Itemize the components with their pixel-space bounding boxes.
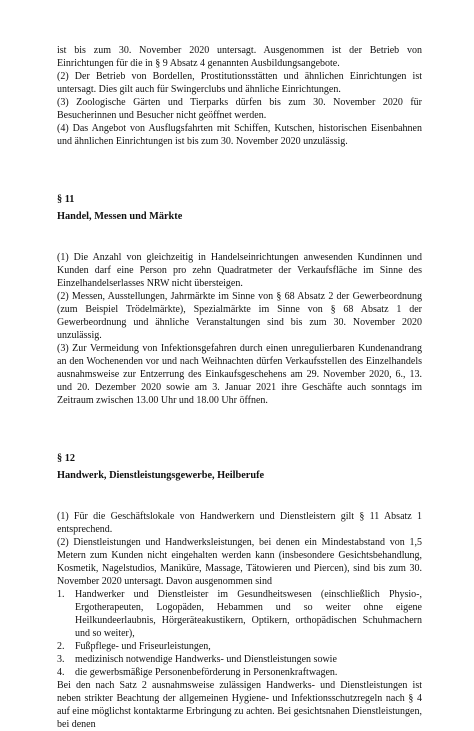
paragraph: ist bis zum 30. November 2020 untersagt. Ausgenommen ist der Betrieb von Einrichtungen für die in § 9 Absatz 4 genannten Ausbildungsangebote.: [57, 45, 422, 69]
list-item-text: Fußpflege- und Friseurleistungen,: [75, 641, 211, 652]
list-item-number: 4.: [57, 667, 65, 678]
section-number: § 12: [57, 453, 76, 464]
list-item: [57, 653, 422, 666]
list-item-number: 3.: [57, 654, 65, 665]
list-item-number: 2.: [57, 641, 65, 652]
paragraph: (1) Die Anzahl von gleichzeitig in Handelseinrichtungen anwesenden Kundinnen und Kunden darf eine Person pro zehn Quadratmeter der Verkaufsfläche im Sinne des Einzelhandelserlasses NRW nicht übersteigen.: [57, 252, 422, 289]
list-item-number: 1.: [57, 589, 65, 600]
section-number: § 11: [57, 194, 75, 205]
paragraph: (3) Zur Vermeidung von Infektionsgefahren durch einen unregulierbaren Kundenandrang an den Wochenenden vor und nach Weihnachten dürfen Verkaufsstellen des Einzelhandels ausnahmsweise zur Entzerrung des Einkaufsgeschehens am 29. November 2020, 6., 13. und 20. Dezember 2020 sowie am 3. Januar 2021 ihre Geschäfte auch sonntags im Zeitraum zwischen 13.00 Uhr und 18.00 Uhr öffnen.: [57, 343, 422, 406]
paragraph: (2) Der Betrieb von Bordellen, Prostitutionsstätten und ähnlichen Einrichtungen ist untersagt. Dies gilt auch für Swingerclubs und ähnliche Einrichtungen.: [57, 71, 422, 95]
paragraph: (3) Zoologische Gärten und Tierparks dürfen bis zum 30. November 2020 für Besucherinnen und Besucher nicht geöffnet werden.: [57, 97, 422, 121]
list-item-text: die gewerbsmäßige Personenbeförderung in Personenkraftwagen.: [75, 667, 338, 678]
section-title: Handel, Messen und Märkte: [57, 211, 183, 222]
paragraph: Bei den nach Satz 2 ausnahmsweise zulässigen Handwerks- und Dienstleistungen ist neben strikter Beachtung der allgemeinen Hygiene- und Infektionsschutzregeln nach § 4 auf eine möglichst kontaktarme Erbringung zu achten. Bei gesichtsnahen Dienstleistungen, bei denen: [57, 680, 422, 730]
section-title: Handwerk, Dienstleistungsgewerbe, Heilberufe: [57, 470, 265, 481]
exception-list: [57, 588, 422, 679]
list-item: [57, 666, 422, 679]
list-item: [57, 640, 422, 653]
list-item-text: Handwerker und Dienstleister im Gesundheitswesen (einschließlich Physio-, Ergotherapeuten, Logopäden, Hebammen und so weiter ohne eigene Heilkundeerlaubnis, Hörgeräteakustikern, Optikern, orthopädischen Schuhmachern und so weiter),: [75, 589, 422, 639]
paragraph: (4) Das Angebot von Ausflugsfahrten mit Schiffen, Kutschen, historischen Eisenbahnen und ähnlichen Einrichtungen ist bis zum 30. November 2020 unzulässig.: [57, 123, 422, 147]
document-body: [57, 44, 422, 731]
list-item-text: medizinisch notwendige Handwerks- und Dienstleistungen sowie: [75, 654, 337, 665]
paragraph: (1) Für die Geschäftslokale von Handwerkern und Dienstleistern gilt § 11 Absatz 1 entsprechend.: [57, 511, 422, 535]
paragraph: (2) Dienstleistungen und Handwerksleistungen, bei denen ein Mindestabstand von 1,5 Metern zum Kunden nicht eingehalten werden kann (insbesondere Gesichtsbehandlung, Kosmetik, Nagelstudios, Maniküre, Massage, Tätowieren und Piercen), sind bis zum 30. November 2020 untersagt. Davon ausgenommen sind: [57, 537, 422, 587]
paragraph: (2) Messen, Ausstellungen, Jahrmärkte im Sinne von § 68 Absatz 2 der Gewerbeordnung (zum Beispiel Trödelmärkte), Spezialmärkte im Sinne von § 68 Absatz 1 der Gewerbeordnung und ähnliche Veranstaltungen sind bis zum 30. November 2020 unzulässig.: [57, 291, 422, 341]
list-item: [57, 588, 422, 640]
